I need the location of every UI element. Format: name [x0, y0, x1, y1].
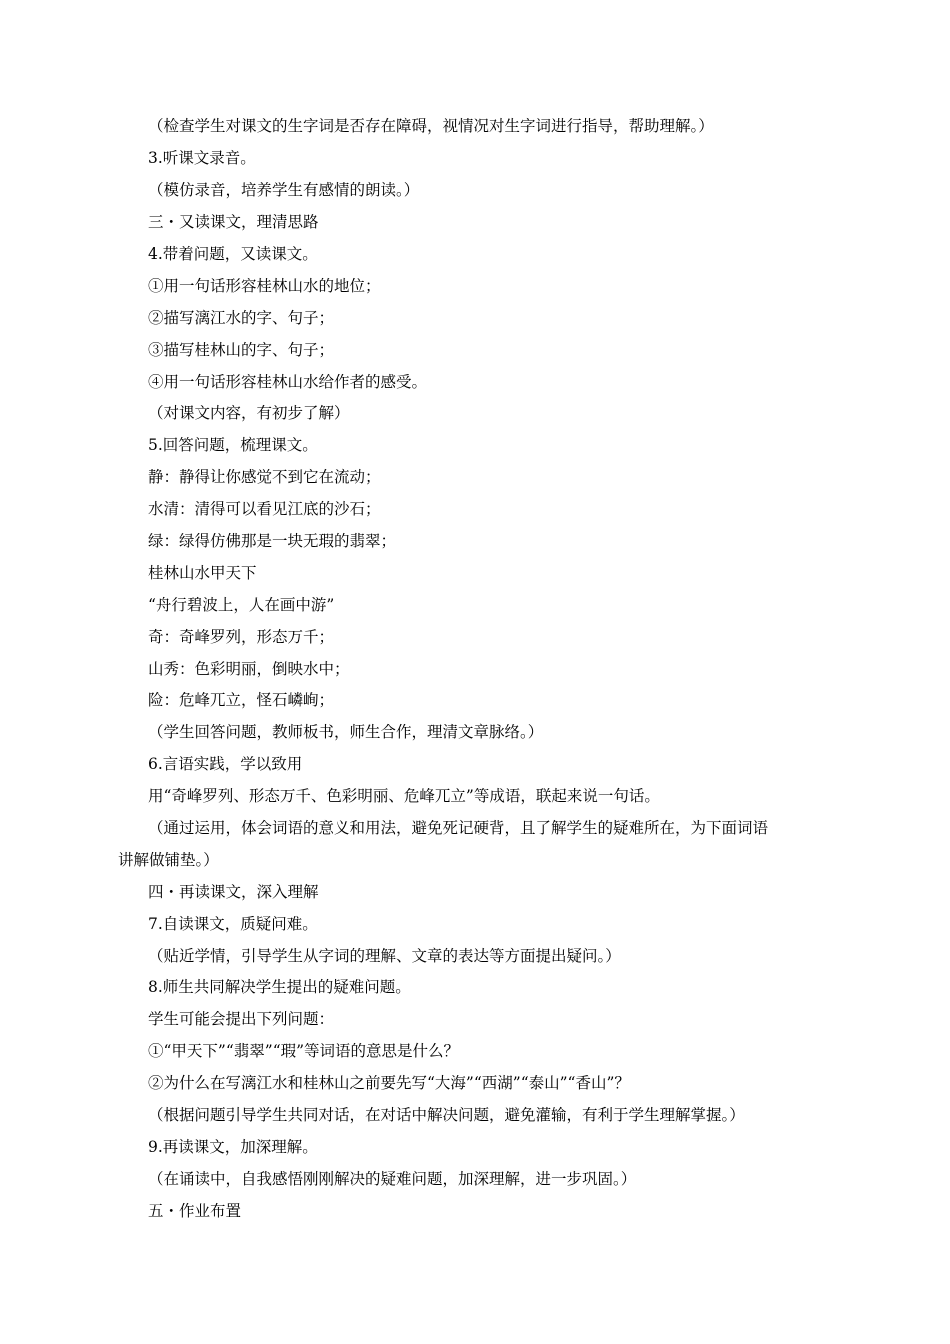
- paragraph-line: 5.回答问题，梳理课文。: [148, 436, 318, 454]
- paragraph-line: 险：危峰兀立，怪石嶙峋；: [148, 691, 335, 709]
- paragraph-line: 静：静得让你感觉不到它在流动；: [148, 468, 381, 486]
- paragraph-line: ①用一句话形容桂林山水的地位；: [148, 277, 381, 295]
- paragraph-line: （通过运用，体会词语的意义和用法，避免死记硬背，且了解学生的疑难所在，为下面词语: [148, 819, 769, 837]
- paragraph-line: 9.再读课文，加深理解。: [148, 1138, 318, 1156]
- paragraph-line: ④用一句话形容桂林山水给作者的感受。: [148, 373, 428, 391]
- paragraph-line: （模仿录音，培养学生有感情的朗读。）: [148, 181, 420, 199]
- paragraph-line: （学生回答问题，教师板书，师生合作，理清文章脉络。）: [148, 723, 544, 741]
- section-heading: 三・又读课文，理清思路: [148, 213, 319, 231]
- paragraph-line: ②描写漓江水的字、句子；: [148, 309, 335, 327]
- paragraph-line: 桂林山水甲天下: [148, 564, 257, 582]
- paragraph-line: 奇：奇峰罗列，形态万千；: [148, 628, 335, 646]
- paragraph-line: （对课文内容，有初步了解）: [148, 404, 350, 422]
- paragraph-line: ②为什么在写漓江水和桂林山之前要先写“大海”“西湖”“泰山”“香山”？: [148, 1074, 630, 1092]
- paragraph-line: （在诵读中，自我感悟刚刚解决的疑难问题，加深理解，进一步巩固。）: [148, 1170, 637, 1188]
- paragraph-line: 3.听课文录音。: [148, 149, 256, 167]
- section-heading: 四・再读课文，深入理解: [148, 883, 319, 901]
- paragraph-line: ①“甲天下”“翡翠”“瑕”等词语的意思是什么？: [148, 1042, 460, 1060]
- paragraph-line: 8.师生共同解决学生提出的疑难问题。: [148, 978, 411, 996]
- paragraph-line: 绿：绿得仿佛那是一块无瑕的翡翠；: [148, 532, 397, 550]
- paragraph-line: 学生可能会提出下列问题：: [148, 1010, 335, 1028]
- paragraph-line: （检查学生对课文的生字词是否存在障碍，视情况对生字词进行指导，帮助理解。）: [148, 117, 714, 135]
- paragraph-line: 4.带着问题，又读课文。: [148, 245, 318, 263]
- paragraph-line: （根据问题引导学生共同对话，在对话中解决问题，避免灌输，有利于学生理解掌握。）: [148, 1106, 745, 1124]
- paragraph-line: 7.自读课文，质疑问难。: [148, 915, 318, 933]
- paragraph-line: 水清：清得可以看见江底的沙石；: [148, 500, 381, 518]
- paragraph-line: （贴近学情，引导学生从字词的理解、文章的表达等方面提出疑问。）: [148, 947, 621, 965]
- paragraph-line: 用“奇峰罗列、形态万千、色彩明丽、危峰兀立”等成语，联起来说一句话。: [148, 787, 660, 805]
- paragraph-line: 山秀：色彩明丽，倒映水中；: [148, 660, 350, 678]
- paragraph-line: “舟行碧波上，人在画中游”: [148, 596, 335, 614]
- paragraph-line: 讲解做铺垫。）: [118, 851, 219, 869]
- paragraph-line: 6.言语实践，学以致用: [148, 755, 303, 773]
- paragraph-line: ③描写桂林山的字、句子；: [148, 341, 335, 359]
- section-heading: 五・作业布置: [148, 1202, 242, 1220]
